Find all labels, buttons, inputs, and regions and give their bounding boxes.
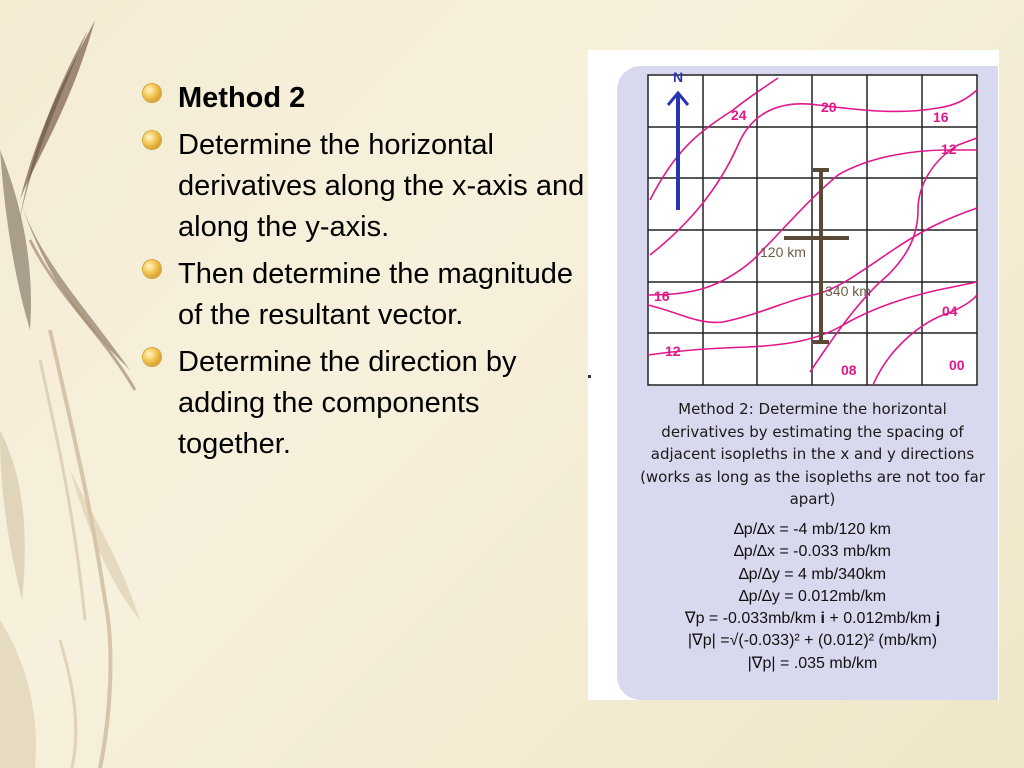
isopleth-label-12-left: 12 xyxy=(665,343,681,359)
decorative-leaf-illustration xyxy=(0,0,140,768)
north-label: N xyxy=(672,69,684,85)
isopleth-label-00: 00 xyxy=(949,357,965,373)
bullet-horizontal-derivatives: Determine the horizontal derivatives along the x-axis and along the y-axis. xyxy=(140,125,585,248)
isopleth-label-12-right: 12 xyxy=(941,141,957,157)
bullet-magnitude: Then determine the magnitude of the resultant vector. xyxy=(140,254,585,336)
figure-caption: Method 2: Determine the horizontal derivatives by estimating the spacing of adjacent isopleths in the x and y directions (works as long as the isopleths are not too far apart) xyxy=(640,400,985,508)
isopleth-label-04: 04 xyxy=(942,303,958,319)
formula-dpdy-2: ∆p/∆y = 0.012mb/km xyxy=(738,587,887,605)
formula-dpdy-1: ∆p/∆y = 4 mb/340km xyxy=(738,565,887,583)
formula-magnitude: |∇p| =√(-0.033)² + (0.012)² (mb/km) xyxy=(687,632,938,650)
bullet-direction: Determine the direction by adding the components together. xyxy=(140,342,585,465)
bullet-list xyxy=(140,78,585,471)
isopleth-label-20: 20 xyxy=(821,99,837,115)
formula-block xyxy=(620,519,1005,675)
bullet-icon xyxy=(143,84,161,102)
x-distance-label: 120 km xyxy=(760,244,806,260)
bullet-icon xyxy=(143,260,161,278)
formula-magnitude-result: |∇p| = .035 mb/km xyxy=(747,654,878,672)
isopleth-label-24: 24 xyxy=(731,107,747,123)
isopleth-map xyxy=(588,50,999,395)
bullet-icon xyxy=(143,131,161,149)
formula-gradient-vector: ∇p = -0.033mb/km i + 0.012mb/km j xyxy=(684,610,941,628)
bullet-icon xyxy=(143,348,161,366)
bullet-method-2: Method 2 xyxy=(140,78,585,119)
formula-dpdx-2: ∆p/∆x = -0.033 mb/km xyxy=(734,543,891,561)
isopleth-label-08: 08 xyxy=(841,362,857,378)
isopleth-label-16-left: 16 xyxy=(654,288,670,304)
formula-dpdx-1: ∆p/∆x = -4 mb/120 km xyxy=(734,521,891,538)
y-distance-label: 340 km xyxy=(825,283,871,299)
isopleth-label-16-top: 16 xyxy=(933,109,949,125)
